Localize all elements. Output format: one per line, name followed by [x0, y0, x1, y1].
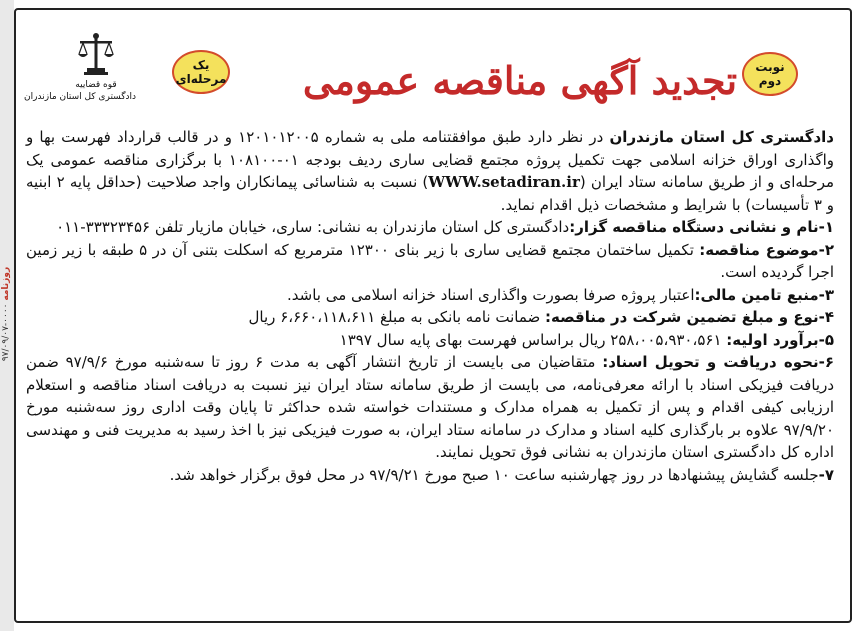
notice-headline: تجدید آگهی مناقصه عمومی: [302, 58, 738, 103]
item-number: ۵-: [818, 330, 834, 349]
intro-org: دادگستری کل استان مازندران: [609, 128, 835, 146]
item-label: نام و نشانی دستگاه مناقصه گزار:: [569, 218, 819, 236]
scales-of-justice-icon: [76, 32, 116, 78]
notice-body: [26, 126, 834, 486]
side-strip-text: [0, 64, 13, 564]
item-label: موضوع مناقصه:: [699, 240, 819, 259]
judiciary-emblem: [24, 32, 136, 112]
emblem-org-name: دادگستری کل استان مازندران: [24, 92, 136, 102]
item-text: اعتبار پروژه صرفا بصورت واگذاری اسناد خزانه اسلامی می باشد.: [287, 285, 695, 304]
intro-text-b: ) نسبت به شناسائی پیمانکاران واجد صلاحیت (حداقل پایه ۲ ابنیه و ۳ تأسیسات) با شرایط و مشخصات ذیل اقدام نماید.: [26, 173, 834, 214]
list-item: [26, 306, 834, 329]
item-number: ۴-: [818, 308, 834, 326]
item-text: ضمانت نامه بانکی به مبلغ ۶،۶۶۰،۱۱۸،۶۱۱ ریال: [248, 308, 546, 326]
item-number: ۱-: [818, 218, 834, 236]
item-text: تکمیل ساختمان مجتمع قضایی ساری با زیر بنای ۱۲۳۰۰ مترمربع که اسکلت بتنی آن در ۵ طبقه با زیر زمین اجرا گردیده است.: [26, 240, 834, 281]
item-number: ۳-: [818, 285, 834, 304]
item-number: ۶-: [818, 353, 834, 371]
intro-text-a: در نظر دارد طبق موافقتنامه ملی به شماره ۱۲۰۱۰۱۲۰۰۵ و در قالب قرارداد فهرست بها و واگذاری اوراق خزانه اسلامی جهت تکمیل پروژه مجتمع قضایی ساری ردیف بودجه ۰۱-۱۰۸۱۰۰ با برگزاری مناقصه عمومی یک مرحله‌ای و از طریق سامانه ستاد ایران (: [26, 128, 835, 191]
list-item: [26, 284, 834, 307]
item-text: متقاضیان می بایست از تاریخ انتشار آگهی به مدت ۶ روز تا سه‌شنبه مورخ ۹۷/۹/۶ ضمن دریافت فیزیکی اسناد با ارائه معرفی‌نامه، می بایست از طریق سامانه ستاد ایران نیز نسبت به دریافت اسناد مناقصه و استعلام ارزیابی کیفی اقدام و پس از تکمیل به همراه مدارک و مستندات خواسته شده حداکثر تا پایان وقت اداری روز سه‌شنبه مورخ ۹۷/۹/۲۰ علاوه بر بارگذاری کلیه اسناد و مدارک در سامانه ستاد ایران، به صورت فیزیکی نیز با اخذ رسید به مدیریت فنی و مهندسی اداره کل دادگستری استان مازندران به نشانی فوق تحویل نمایند.: [26, 353, 834, 461]
one-stage-badge: یک مرحله‌ای: [172, 50, 230, 94]
newspaper-name: روزنامه: [1, 266, 11, 301]
publish-date: ۰۰۰۰-۹۷/۰۹/۰۷: [1, 303, 11, 362]
item-label: منبع تامین مالی:: [694, 285, 819, 304]
item-text: دادگستری کل استان مازندران به نشانی: ساری، خیابان مازیار تلفن ۳۳۳۲۳۴۵۶-۰۱۱: [56, 218, 570, 236]
list-item: [26, 329, 834, 352]
emblem-caption: قوه قضاییه: [75, 80, 117, 90]
item-text: ۲۵۸،۰۰۵،۹۳۰،۵۶۱ ریال براساس فهرست بهای پایه سال ۱۳۹۷: [339, 330, 727, 349]
item-label: برآورد اولیه:: [726, 330, 819, 349]
item-label: نوع و مبلغ تضمین شرکت در مناقصه:: [545, 308, 819, 326]
setadiran-url: WWW.setadiran.ir: [428, 173, 580, 191]
item-label: نحوه دریافت و تحویل اسناد:: [602, 353, 819, 371]
item-text: جلسه گشایش پیشنهادها در روز چهارشنبه ساعت ۱۰ صبح مورخ ۹۷/۹/۲۱ در محل فوق برگزار خواهد شد.: [169, 465, 819, 484]
list-item: [26, 464, 834, 487]
side-strip: [0, 0, 14, 631]
list-item: [26, 216, 834, 239]
intro-paragraph: [26, 126, 834, 216]
list-item: [26, 351, 834, 464]
item-number: ۷-: [818, 465, 834, 484]
item-number: ۲-: [818, 240, 834, 259]
list-item: [26, 239, 834, 284]
second-round-badge: نوبت دوم: [742, 52, 798, 96]
